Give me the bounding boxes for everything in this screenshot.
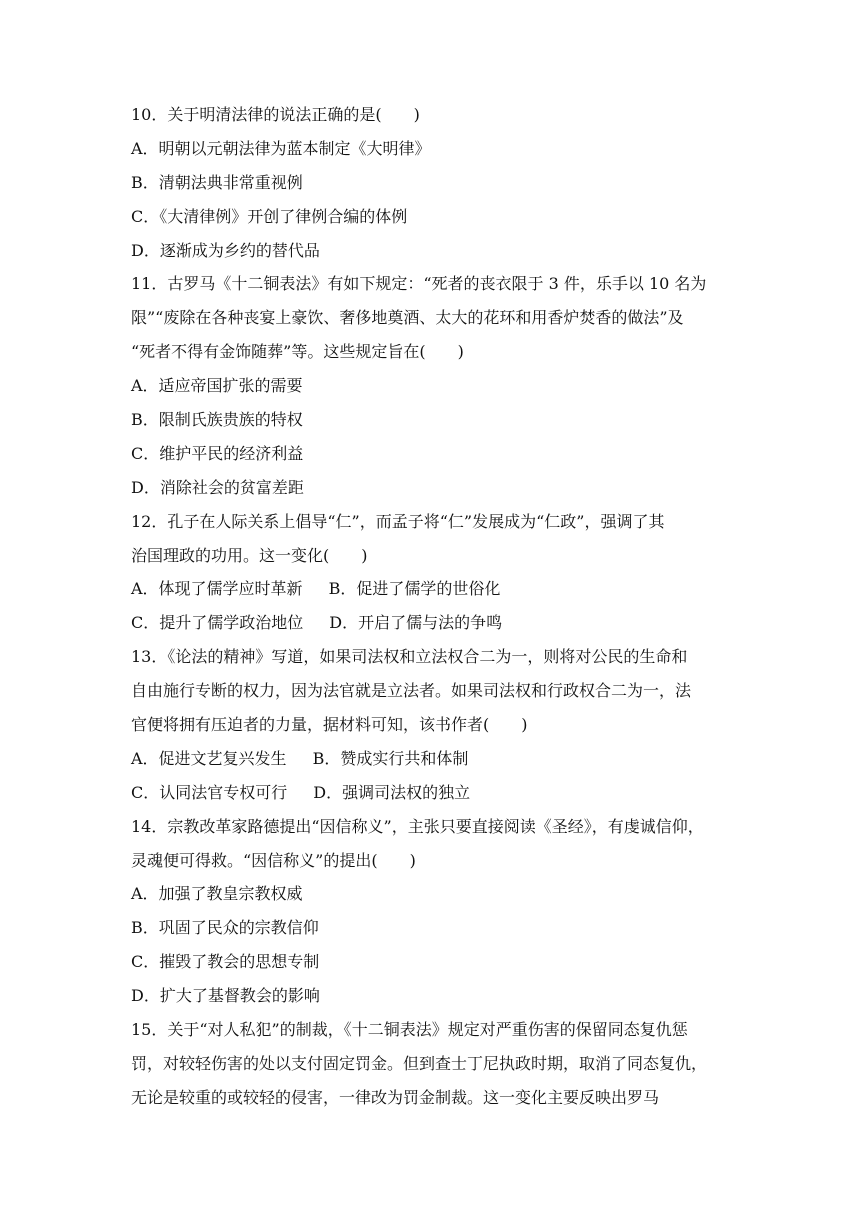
option-b: B．清朝法典非常重视例 [131,172,303,192]
option-c: C．提升了儒学政治地位 [131,613,304,633]
question-stem-line: 官便将拥有压迫者的力量，据材料可知，该书作者( ) [131,715,528,735]
question-stem-line: 11．古罗马《十二铜表法》有如下规定：“死者的丧衣限于 3 件，乐手以 10 名为 [131,274,707,294]
question-stem-line: 灵魂便可得救。“因信称义”的提出( ) [131,850,416,870]
option-b: B．促进了儒学的世俗化 [328,579,501,599]
question-stem-line: 15．关于“对人私犯”的制裁，《十二铜表法》规定对严重伤害的保留同态复仇惩 [131,1020,688,1040]
question-stem-line: 12．孔子在人际关系上倡导“仁”，而孟子将“仁”发展成为“仁政”，强调了其 [131,511,665,531]
question-10 [131,98,731,267]
question-stem-line: 治国理政的功用。这一变化( ) [131,545,368,565]
option-a: A．适应帝国扩张的需要 [131,376,303,396]
option-d: D．强调司法权的独立 [313,782,471,802]
question-stem-line: 10．关于明清法律的说法正确的是( ) [131,105,420,124]
question-14 [131,810,731,1013]
option-b: B．赞成实行共和体制 [312,748,469,768]
option-b: B．巩固了民众的宗教信仰 [131,918,319,938]
question-11 [131,267,731,504]
option-row [131,776,731,810]
option-a: A．明朝以元朝法律为蓝本制定《大明律》 [131,138,431,158]
exam-page [131,98,731,1115]
question-13 [131,640,731,809]
option-c: C．认同法官专权可行 [131,782,288,802]
option-a: A．加强了教皇宗教权威 [131,884,303,904]
question-stem-line: 13．《论法的精神》写道，如果司法权和立法权合二为一，则将对公民的生命和 [131,647,688,667]
question-12 [131,505,731,641]
option-c: C．《大清律例》开创了律例合编的体例 [131,206,408,226]
question-stem-line: 自由施行专断的权力，因为法官就是立法者。如果司法权和行政权合二为一，法 [131,681,692,701]
option-b: B．限制氏族贵族的特权 [131,410,303,430]
question-stem-line: 罚，对较轻伤害的处以支付固定罚金。但到查士丁尼执政时期，取消了同态复仇， [131,1053,708,1073]
option-row [131,572,731,606]
option-d: D．开启了儒与法的争鸣 [329,613,503,633]
question-stem-line: “死者不得有金饰随葬”等。这些规定旨在( ) [131,342,464,362]
option-c: C．维护平民的经济利益 [131,443,304,463]
option-a: A．体现了儒学应时革新 [131,579,303,599]
option-a: A．促进文艺复兴发生 [131,748,287,768]
option-row [131,606,731,640]
question-stem-line: 无论是较重的或较轻的侵害，一律改为罚金制裁。这一变化主要反映出罗马 [131,1087,660,1107]
option-d: D．消除社会的贫富差距 [131,477,304,497]
question-stem-line: 14．宗教改革家路德提出“因信称义”，主张只要直接阅读《圣经》，有虔诚信仰， [131,816,704,836]
option-d: D．扩大了基督教会的影响 [131,986,320,1006]
question-stem-line: 限”“废除在各种丧宴上豪饮、奢侈地奠酒、太大的花环和用香炉焚香的做法”及 [131,308,684,328]
option-row [131,742,731,776]
option-d: D．逐渐成为乡约的替代品 [131,240,320,260]
option-c: C．摧毁了教会的思想专制 [131,952,320,972]
question-15 [131,1013,731,1115]
